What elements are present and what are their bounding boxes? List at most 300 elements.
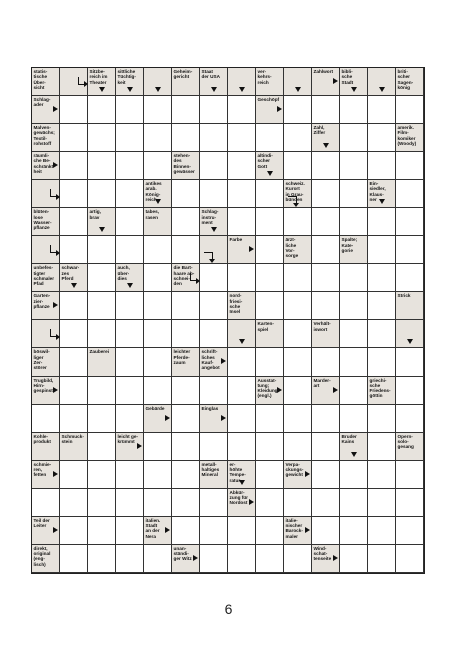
arrow-right-icon xyxy=(277,106,282,112)
answer-cell[interactable] xyxy=(200,96,228,124)
answer-cell[interactable] xyxy=(340,377,368,405)
clue-cell xyxy=(340,68,368,96)
arrow-down-icon xyxy=(211,87,217,92)
answer-cell[interactable] xyxy=(256,489,284,517)
arrow-down-icon xyxy=(239,339,245,344)
clue-text: nord- friesi- sche Insel xyxy=(229,293,243,315)
answer-cell[interactable] xyxy=(60,208,88,236)
clue-cell xyxy=(256,96,284,124)
clue-cell xyxy=(88,208,116,236)
arrow-right-icon xyxy=(249,499,254,505)
clue-text: Karten- spiel xyxy=(257,321,274,332)
answer-cell[interactable] xyxy=(228,517,256,545)
answer-cell[interactable] xyxy=(144,489,172,517)
answer-cell[interactable] xyxy=(312,461,340,489)
clue-cell xyxy=(312,545,340,573)
clue-cell xyxy=(228,292,256,320)
page-number: 6 xyxy=(224,601,233,617)
answer-cell[interactable] xyxy=(256,461,284,489)
answer-cell[interactable] xyxy=(284,377,312,405)
answer-cell[interactable] xyxy=(144,461,172,489)
answer-cell[interactable] xyxy=(340,461,368,489)
clue-cell xyxy=(172,68,200,96)
clue-cell xyxy=(144,208,172,236)
answer-cell[interactable] xyxy=(368,264,396,292)
clue-cell xyxy=(32,433,60,461)
answer-cell[interactable] xyxy=(144,124,172,152)
arrow-bent-down-icon xyxy=(204,252,213,259)
answer-cell[interactable] xyxy=(32,405,60,433)
answer-cell[interactable] xyxy=(256,348,284,376)
arrow-right-icon xyxy=(193,555,198,561)
answer-cell[interactable] xyxy=(256,433,284,461)
arrow-right-icon xyxy=(53,471,58,477)
answer-cell[interactable] xyxy=(144,292,172,320)
answer-cell[interactable] xyxy=(312,180,340,208)
answer-cell[interactable] xyxy=(60,180,88,208)
clue-text: Kohle- produkt xyxy=(33,433,51,444)
clue-text: schrift- liches Kauf- angebot xyxy=(201,349,220,371)
answer-cell[interactable] xyxy=(60,489,88,517)
answer-cell[interactable] xyxy=(284,264,312,292)
answer-cell[interactable] xyxy=(200,152,228,180)
answer-cell[interactable] xyxy=(256,264,284,292)
answer-cell[interactable] xyxy=(396,545,424,573)
arrow-down-icon xyxy=(155,87,161,92)
answer-cell[interactable] xyxy=(396,348,424,376)
answer-cell[interactable] xyxy=(312,236,340,264)
answer-cell[interactable] xyxy=(200,517,228,545)
clue-cell xyxy=(284,180,312,208)
clue-cell xyxy=(200,461,228,489)
clue-cell xyxy=(172,152,200,180)
clue-cell xyxy=(32,348,60,376)
clue-cell xyxy=(60,68,88,96)
clue-text: Verhält- iswort xyxy=(313,321,331,332)
answer-cell[interactable] xyxy=(88,152,116,180)
arrow-right-icon xyxy=(221,358,226,364)
clue-cell xyxy=(200,68,228,96)
answer-cell[interactable] xyxy=(116,292,144,320)
answer-cell[interactable] xyxy=(172,208,200,236)
answer-cell[interactable] xyxy=(256,517,284,545)
answer-cell[interactable] xyxy=(368,489,396,517)
answer-cell[interactable] xyxy=(88,292,116,320)
answer-cell[interactable] xyxy=(88,96,116,124)
clue-cell xyxy=(172,348,200,376)
answer-cell[interactable] xyxy=(228,405,256,433)
clue-text: räumli- che Be- schränkt- heit xyxy=(33,153,55,175)
clue-cell xyxy=(368,180,396,208)
clue-cell xyxy=(312,68,340,96)
arrow-bent-right-icon xyxy=(78,77,85,85)
clue-cell xyxy=(368,377,396,405)
answer-cell[interactable] xyxy=(172,236,200,264)
clue-cell xyxy=(32,377,60,405)
arrow-right-icon xyxy=(249,246,254,252)
answer-cell[interactable] xyxy=(200,489,228,517)
answer-cell[interactable] xyxy=(312,208,340,236)
answer-cell[interactable] xyxy=(60,461,88,489)
answer-cell[interactable] xyxy=(60,517,88,545)
clue-cell xyxy=(172,545,200,573)
arrow-bent-down-icon xyxy=(288,196,297,203)
answer-cell[interactable] xyxy=(60,124,88,152)
answer-cell[interactable] xyxy=(88,461,116,489)
answer-cell[interactable] xyxy=(172,489,200,517)
answer-cell[interactable] xyxy=(284,433,312,461)
answer-cell[interactable] xyxy=(172,377,200,405)
answer-cell[interactable] xyxy=(88,405,116,433)
answer-cell[interactable] xyxy=(284,292,312,320)
clue-cell xyxy=(396,68,424,96)
answer-cell[interactable] xyxy=(144,348,172,376)
arrow-right-icon xyxy=(53,162,58,168)
clue-cell xyxy=(144,405,172,433)
clue-text: Geheim- gericht xyxy=(173,69,193,80)
clue-text: Verpa- ckungs- gewicht xyxy=(285,461,304,478)
arrow-down-icon xyxy=(267,171,273,176)
answer-cell[interactable] xyxy=(144,96,172,124)
answer-cell[interactable] xyxy=(172,320,200,348)
answer-cell[interactable] xyxy=(312,348,340,376)
answer-cell[interactable] xyxy=(256,124,284,152)
answer-cell[interactable] xyxy=(32,489,60,517)
answer-cell[interactable] xyxy=(284,405,312,433)
answer-cell[interactable] xyxy=(396,152,424,180)
arrow-right-icon xyxy=(221,415,226,421)
answer-cell[interactable] xyxy=(172,96,200,124)
clue-cell xyxy=(312,320,340,348)
answer-cell[interactable] xyxy=(368,124,396,152)
answer-cell[interactable] xyxy=(340,545,368,573)
clue-text: Ausstat- tung; Kleidung (engl.) xyxy=(257,377,278,399)
clue-text: unan- ständi- ger Witz xyxy=(173,545,192,562)
answer-cell[interactable] xyxy=(340,405,368,433)
clue-cell xyxy=(228,320,256,348)
clue-text: leichter Pferde- zaum xyxy=(173,349,191,366)
answer-cell[interactable] xyxy=(172,292,200,320)
clue-cell xyxy=(256,68,284,96)
answer-cell[interactable] xyxy=(60,292,88,320)
arrow-down-icon xyxy=(407,339,413,344)
clue-cell xyxy=(312,124,340,152)
clue-text: die Bart- haare ab- schnei- den xyxy=(173,265,195,287)
answer-cell[interactable] xyxy=(172,461,200,489)
clue-cell xyxy=(312,377,340,405)
clue-cell xyxy=(32,320,60,348)
answer-cell[interactable] xyxy=(144,320,172,348)
answer-cell[interactable] xyxy=(116,545,144,573)
answer-cell[interactable] xyxy=(144,264,172,292)
answer-cell[interactable] xyxy=(284,348,312,376)
clue-cell xyxy=(88,68,116,96)
clue-text: Abkür- zung für Nordost xyxy=(229,489,248,506)
answer-cell[interactable] xyxy=(60,348,88,376)
answer-cell[interactable] xyxy=(228,545,256,573)
answer-cell[interactable] xyxy=(312,517,340,545)
answer-cell[interactable] xyxy=(172,433,200,461)
answer-cell[interactable] xyxy=(340,348,368,376)
answer-cell[interactable] xyxy=(172,405,200,433)
clue-text: briti- scher Sagen- könig xyxy=(397,69,414,90)
clue-cell xyxy=(340,433,368,461)
clue-text: Ein- siedler, Klaus- ner xyxy=(369,181,386,203)
clue-cell xyxy=(88,348,116,376)
answer-cell[interactable] xyxy=(312,292,340,320)
arrow-down-icon xyxy=(99,227,105,232)
answer-cell[interactable] xyxy=(396,96,424,124)
answer-cell[interactable] xyxy=(368,208,396,236)
clue-cell xyxy=(32,124,60,152)
answer-cell[interactable] xyxy=(60,236,88,264)
clue-text: Teil der Leiter xyxy=(33,517,50,529)
answer-cell[interactable] xyxy=(200,264,228,292)
answer-cell[interactable] xyxy=(60,405,88,433)
clue-cell xyxy=(396,320,424,348)
answer-cell[interactable] xyxy=(88,320,116,348)
answer-cell[interactable] xyxy=(368,405,396,433)
clue-text: Garten- zier- pflanze xyxy=(33,293,51,309)
clue-text: Zauberei xyxy=(89,349,110,355)
answer-cell[interactable] xyxy=(368,152,396,180)
arrow-down-icon xyxy=(239,87,245,92)
clue-text: Wind- schat- tenseite xyxy=(313,545,332,562)
answer-cell[interactable] xyxy=(200,292,228,320)
clue-cell xyxy=(200,348,228,376)
clue-text: Bruder Kains xyxy=(341,433,357,444)
clue-text: ver- kehrs- reich xyxy=(257,69,272,85)
answer-cell[interactable] xyxy=(284,96,312,124)
answer-cell[interactable] xyxy=(88,545,116,573)
clue-cell xyxy=(32,517,60,545)
answer-cell[interactable] xyxy=(172,517,200,545)
answer-cell[interactable] xyxy=(368,320,396,348)
answer-cell[interactable] xyxy=(200,124,228,152)
answer-cell[interactable] xyxy=(368,545,396,573)
clue-text: Malven- gewächs; Textil- rohstoff xyxy=(33,125,55,146)
answer-cell[interactable] xyxy=(340,292,368,320)
answer-cell[interactable] xyxy=(256,208,284,236)
clue-cell xyxy=(396,433,424,461)
answer-cell[interactable] xyxy=(368,236,396,264)
answer-cell[interactable] xyxy=(88,433,116,461)
answer-cell[interactable] xyxy=(116,348,144,376)
answer-cell[interactable] xyxy=(60,96,88,124)
arrow-right-icon xyxy=(53,387,58,393)
answer-cell[interactable] xyxy=(144,433,172,461)
answer-cell[interactable] xyxy=(312,405,340,433)
arrow-down-icon xyxy=(71,283,77,288)
answer-cell[interactable] xyxy=(312,264,340,292)
clue-text: schweiz. Kurort in Grau- bünden xyxy=(285,181,305,203)
arrow-right-icon xyxy=(333,78,338,84)
answer-cell[interactable] xyxy=(256,405,284,433)
arrow-down-icon xyxy=(155,199,161,204)
clue-text: italien. Stadt an der Nera xyxy=(145,517,161,539)
arrow-down-icon xyxy=(295,87,301,92)
answer-cell[interactable] xyxy=(60,320,88,348)
answer-cell[interactable] xyxy=(312,433,340,461)
answer-cell[interactable] xyxy=(284,489,312,517)
answer-cell[interactable] xyxy=(312,489,340,517)
clue-text: schmie- ren, fetten xyxy=(33,461,52,478)
clue-text: Schmuck- stein xyxy=(61,433,84,444)
clue-text: böswil- liger Zer- störer xyxy=(33,349,50,371)
arrow-right-icon xyxy=(277,387,282,393)
clue-cell xyxy=(144,517,172,545)
answer-cell[interactable] xyxy=(228,124,256,152)
answer-cell[interactable] xyxy=(116,461,144,489)
answer-cell[interactable] xyxy=(284,124,312,152)
arrow-right-icon xyxy=(53,302,58,308)
answer-cell[interactable] xyxy=(284,208,312,236)
answer-cell[interactable] xyxy=(116,320,144,348)
clue-cell xyxy=(200,405,228,433)
answer-cell[interactable] xyxy=(228,377,256,405)
clue-text: Farbe xyxy=(229,237,243,243)
answer-cell[interactable] xyxy=(144,545,172,573)
clue-cell xyxy=(116,68,144,96)
answer-cell[interactable] xyxy=(200,377,228,405)
clue-text: Geschöpf xyxy=(257,97,280,103)
answer-cell[interactable] xyxy=(228,152,256,180)
answer-cell[interactable] xyxy=(340,264,368,292)
answer-cell[interactable] xyxy=(116,152,144,180)
answer-cell[interactable] xyxy=(88,517,116,545)
answer-cell[interactable] xyxy=(396,180,424,208)
answer-cell[interactable] xyxy=(396,264,424,292)
clue-cell xyxy=(368,68,396,96)
answer-cell[interactable] xyxy=(116,180,144,208)
clue-cell xyxy=(32,208,60,236)
arrow-right-icon xyxy=(305,471,310,477)
answer-cell[interactable] xyxy=(60,377,88,405)
answer-cell[interactable] xyxy=(340,489,368,517)
answer-cell[interactable] xyxy=(368,433,396,461)
answer-cell[interactable] xyxy=(396,405,424,433)
answer-cell[interactable] xyxy=(256,545,284,573)
clue-text: Gebärde xyxy=(145,405,165,411)
answer-cell[interactable] xyxy=(144,236,172,264)
answer-cell[interactable] xyxy=(256,236,284,264)
answer-cell[interactable] xyxy=(144,377,172,405)
answer-cell[interactable] xyxy=(396,517,424,545)
arrow-down-icon xyxy=(239,480,245,485)
clue-cell xyxy=(32,545,60,573)
answer-cell[interactable] xyxy=(256,292,284,320)
clue-text: Strick xyxy=(397,293,411,299)
answer-cell[interactable] xyxy=(228,348,256,376)
answer-cell[interactable] xyxy=(396,208,424,236)
answer-cell[interactable] xyxy=(172,124,200,152)
answer-cell[interactable] xyxy=(396,489,424,517)
clue-cell xyxy=(256,377,284,405)
answer-cell[interactable] xyxy=(368,292,396,320)
clue-cell xyxy=(116,264,144,292)
answer-cell[interactable] xyxy=(116,208,144,236)
answer-cell[interactable] xyxy=(340,96,368,124)
answer-cell[interactable] xyxy=(396,236,424,264)
answer-cell[interactable] xyxy=(396,377,424,405)
answer-cell[interactable] xyxy=(340,180,368,208)
answer-cell[interactable] xyxy=(228,180,256,208)
arrow-right-icon xyxy=(165,527,170,533)
answer-cell[interactable] xyxy=(368,517,396,545)
answer-cell[interactable] xyxy=(256,180,284,208)
answer-cell[interactable] xyxy=(200,320,228,348)
clue-text: altindi- scher Gott xyxy=(257,153,273,169)
answer-cell[interactable] xyxy=(116,405,144,433)
answer-cell[interactable] xyxy=(116,96,144,124)
answer-cell[interactable] xyxy=(200,180,228,208)
clue-cell xyxy=(256,152,284,180)
answer-cell[interactable] xyxy=(116,489,144,517)
answer-cell[interactable] xyxy=(228,96,256,124)
arrow-down-icon xyxy=(379,199,385,204)
clue-cell xyxy=(200,208,228,236)
answer-cell[interactable] xyxy=(88,236,116,264)
arrow-right-icon xyxy=(333,387,338,393)
answer-cell[interactable] xyxy=(284,152,312,180)
answer-cell[interactable] xyxy=(340,320,368,348)
answer-cell[interactable] xyxy=(340,124,368,152)
answer-cell[interactable] xyxy=(60,152,88,180)
answer-cell[interactable] xyxy=(200,433,228,461)
arrow-right-icon xyxy=(53,527,58,533)
answer-cell[interactable] xyxy=(172,180,200,208)
answer-cell[interactable] xyxy=(228,208,256,236)
answer-cell[interactable] xyxy=(284,320,312,348)
answer-cell[interactable] xyxy=(340,152,368,180)
arrow-down-icon xyxy=(379,87,385,92)
clue-cell xyxy=(284,461,312,489)
clue-text: Schlag- ader xyxy=(33,97,51,108)
answer-cell[interactable] xyxy=(116,236,144,264)
arrow-bent-right-icon xyxy=(190,273,197,281)
arrow-down-icon xyxy=(351,452,357,457)
answer-cell[interactable] xyxy=(368,461,396,489)
answer-cell[interactable] xyxy=(228,264,256,292)
answer-cell[interactable] xyxy=(88,377,116,405)
answer-cell[interactable] xyxy=(312,152,340,180)
answer-cell[interactable] xyxy=(368,348,396,376)
answer-cell[interactable] xyxy=(340,517,368,545)
answer-cell[interactable] xyxy=(88,124,116,152)
answer-cell[interactable] xyxy=(200,545,228,573)
answer-cell[interactable] xyxy=(312,96,340,124)
answer-cell[interactable] xyxy=(396,461,424,489)
answer-cell[interactable] xyxy=(88,489,116,517)
clue-text: schwar- zes Pferd xyxy=(61,265,80,281)
clue-text: unbefes- tigter schmaler Pfad xyxy=(33,265,55,287)
answer-cell[interactable] xyxy=(284,545,312,573)
answer-cell[interactable] xyxy=(88,180,116,208)
answer-cell[interactable] xyxy=(144,152,172,180)
answer-cell[interactable] xyxy=(116,124,144,152)
answer-cell[interactable] xyxy=(116,377,144,405)
answer-cell[interactable] xyxy=(340,208,368,236)
answer-cell[interactable] xyxy=(60,545,88,573)
clue-cell xyxy=(116,433,144,461)
clue-text: leicht ge- krümmt xyxy=(117,433,139,444)
answer-cell[interactable] xyxy=(116,517,144,545)
answer-cell[interactable] xyxy=(88,264,116,292)
answer-cell[interactable] xyxy=(228,433,256,461)
arrow-right-icon xyxy=(53,106,58,112)
clue-cell xyxy=(172,264,200,292)
answer-cell[interactable] xyxy=(368,96,396,124)
